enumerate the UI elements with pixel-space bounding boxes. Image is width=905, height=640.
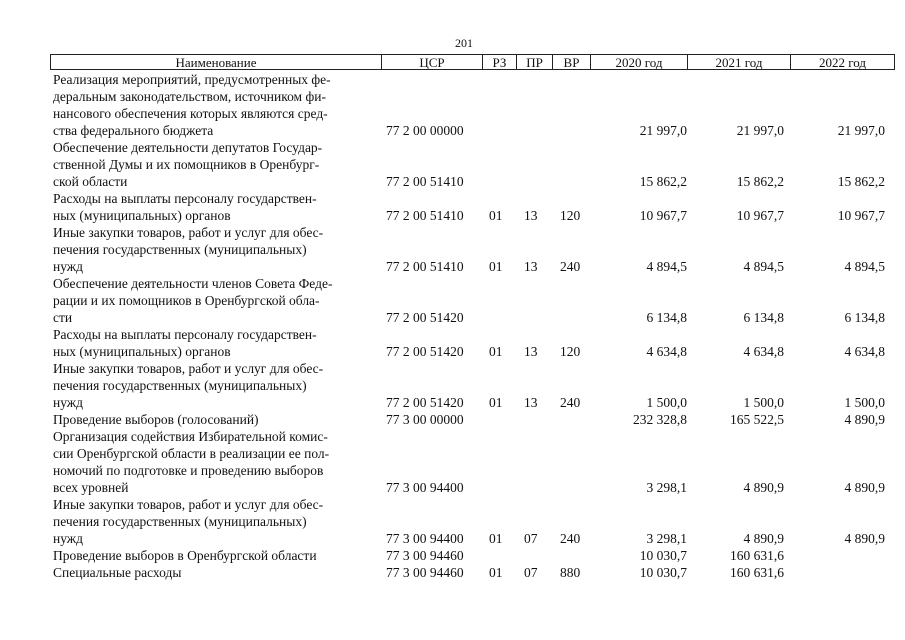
name-line: Расходы на выплаты персоналу государствен- (53, 191, 317, 206)
cell-y2020: 3 298,1 (646, 531, 687, 546)
cell-rz: 01 (489, 344, 503, 359)
cell-csr: 77 3 00 00000 (386, 412, 464, 427)
cell-y2021: 4 890,9 (743, 480, 784, 495)
header-pr: ПР (516, 54, 553, 70)
name-line: номочий по подготовке и проведению выборов (53, 463, 324, 478)
name-line: Обеспечение деятельности депутатов Государ- (53, 140, 323, 155)
name-line: нужд (53, 259, 83, 274)
name-line: Проведение выборов (голосований) (53, 412, 259, 427)
cell-y2020: 21 997,0 (639, 123, 687, 138)
cell-pr: 13 (524, 344, 538, 359)
header-2020: 2020 год (590, 54, 688, 70)
table-row-name (53, 428, 383, 496)
cell-y2022: 10 967,7 (837, 208, 885, 223)
page-number: 201 (455, 36, 473, 50)
cell-y2022: 6 134,8 (844, 310, 885, 325)
cell-y2021: 160 631,6 (730, 565, 784, 580)
cell-y2021: 165 522,5 (730, 412, 784, 427)
cell-pr: 13 (524, 259, 538, 274)
cell-vr: 120 (560, 344, 581, 359)
cell-y2020: 10 030,7 (639, 548, 687, 563)
header-name: Наименование (50, 54, 382, 70)
name-line: рации и их помощников в Оренбургской обла- (53, 293, 320, 308)
cell-y2020: 1 500,0 (646, 395, 687, 410)
cell-y2021: 15 862,2 (736, 174, 784, 189)
name-line: сти (53, 310, 73, 325)
cell-y2020: 6 134,8 (646, 310, 687, 325)
cell-y2020: 10 967,7 (639, 208, 687, 223)
name-line: Реализация мероприятий, предусмотренных фе- (53, 72, 331, 87)
cell-y2020: 10 030,7 (639, 565, 687, 580)
cell-csr: 77 2 00 51420 (386, 310, 464, 325)
cell-csr: 77 2 00 51410 (386, 174, 464, 189)
header-vr: ВР (552, 54, 591, 70)
name-line: печения государственных (муниципальных) (53, 514, 307, 529)
cell-csr: 77 2 00 51410 (386, 208, 464, 223)
cell-vr: 240 (560, 395, 581, 410)
cell-y2022: 15 862,2 (837, 174, 885, 189)
cell-y2020: 15 862,2 (639, 174, 687, 189)
name-line: Иные закупки товаров, работ и услуг для обес- (53, 225, 324, 240)
table-row-name (53, 547, 383, 564)
cell-y2022: 4 890,9 (844, 480, 885, 495)
cell-pr: 07 (524, 565, 538, 580)
cell-vr: 240 (560, 259, 581, 274)
cell-rz: 01 (489, 531, 503, 546)
cell-csr: 77 3 00 94460 (386, 548, 464, 563)
name-line: Проведение выборов в Оренбургской области (53, 548, 317, 563)
cell-y2021: 4 894,5 (743, 259, 784, 274)
name-line: печения государственных (муниципальных) (53, 378, 307, 393)
table-row-name (53, 190, 383, 224)
name-line: сии Оренбургской области в реализации ее пол- (53, 446, 330, 461)
table-row-name (53, 275, 383, 326)
name-line: деральным законодательством, источником фи- (53, 89, 326, 104)
cell-rz: 01 (489, 395, 503, 410)
cell-y2021: 10 967,7 (736, 208, 784, 223)
table-row-name (53, 360, 383, 411)
table-row-name (53, 139, 383, 190)
name-line: печения государственных (муниципальных) (53, 242, 307, 257)
cell-csr: 77 2 00 51410 (386, 259, 464, 274)
cell-pr: 13 (524, 395, 538, 410)
cell-y2022: 4 890,9 (844, 531, 885, 546)
cell-vr: 880 (560, 565, 581, 580)
cell-y2022: 4 634,8 (844, 344, 885, 359)
cell-vr: 240 (560, 531, 581, 546)
cell-rz: 01 (489, 565, 503, 580)
cell-y2022: 1 500,0 (844, 395, 885, 410)
table-row-name (53, 224, 383, 275)
cell-csr: 77 3 00 94460 (386, 565, 464, 580)
cell-y2021: 4 634,8 (743, 344, 784, 359)
cell-rz: 01 (489, 259, 503, 274)
cell-y2020: 4 634,8 (646, 344, 687, 359)
cell-y2020: 3 298,1 (646, 480, 687, 495)
cell-csr: 77 3 00 94400 (386, 480, 464, 495)
cell-vr: 120 (560, 208, 581, 223)
cell-csr: 77 2 00 00000 (386, 123, 464, 138)
cell-csr: 77 2 00 51420 (386, 344, 464, 359)
name-line: Расходы на выплаты персоналу государствен- (53, 327, 317, 342)
name-line: нансового обеспечения которых являются сред- (53, 106, 328, 121)
cell-y2020: 4 894,5 (646, 259, 687, 274)
name-line: нужд (53, 531, 83, 546)
name-line: Иные закупки товаров, работ и услуг для обес- (53, 361, 324, 376)
cell-y2022: 4 890,9 (844, 412, 885, 427)
cell-y2022: 4 894,5 (844, 259, 885, 274)
table-row-name (53, 411, 383, 428)
table-row-name (53, 496, 383, 547)
cell-csr: 77 2 00 51420 (386, 395, 464, 410)
name-line: ных (муниципальных) органов (53, 344, 231, 359)
cell-csr: 77 3 00 94400 (386, 531, 464, 546)
name-line: нужд (53, 395, 83, 410)
header-2021: 2021 год (687, 54, 791, 70)
name-line: всех уровней (53, 480, 129, 495)
name-line: Иные закупки товаров, работ и услуг для обес- (53, 497, 324, 512)
cell-y2020: 232 328,8 (633, 412, 687, 427)
header-rz: РЗ (482, 54, 517, 70)
cell-rz: 01 (489, 208, 503, 223)
header-2022: 2022 год (790, 54, 895, 70)
table-row-name (53, 71, 383, 139)
name-line: Специальные расходы (53, 565, 182, 580)
cell-y2021: 4 890,9 (743, 531, 784, 546)
name-line: ской области (53, 174, 128, 189)
cell-y2021: 160 631,6 (730, 548, 784, 563)
name-line: ства федерального бюджета (53, 123, 214, 138)
header-csr: ЦСР (381, 54, 483, 70)
cell-y2021: 1 500,0 (743, 395, 784, 410)
table-row-name (53, 564, 383, 581)
cell-pr: 07 (524, 531, 538, 546)
cell-y2021: 21 997,0 (736, 123, 784, 138)
name-line: Организация содействия Избирательной комис- (53, 429, 328, 444)
name-line: Обеспечение деятельности членов Совета Феде- (53, 276, 333, 291)
name-line: ных (муниципальных) органов (53, 208, 231, 223)
cell-y2021: 6 134,8 (743, 310, 784, 325)
cell-pr: 13 (524, 208, 538, 223)
cell-y2022: 21 997,0 (837, 123, 885, 138)
name-line: ственной Думы и их помощников в Оренбург- (53, 157, 320, 172)
table-row-name (53, 326, 383, 360)
